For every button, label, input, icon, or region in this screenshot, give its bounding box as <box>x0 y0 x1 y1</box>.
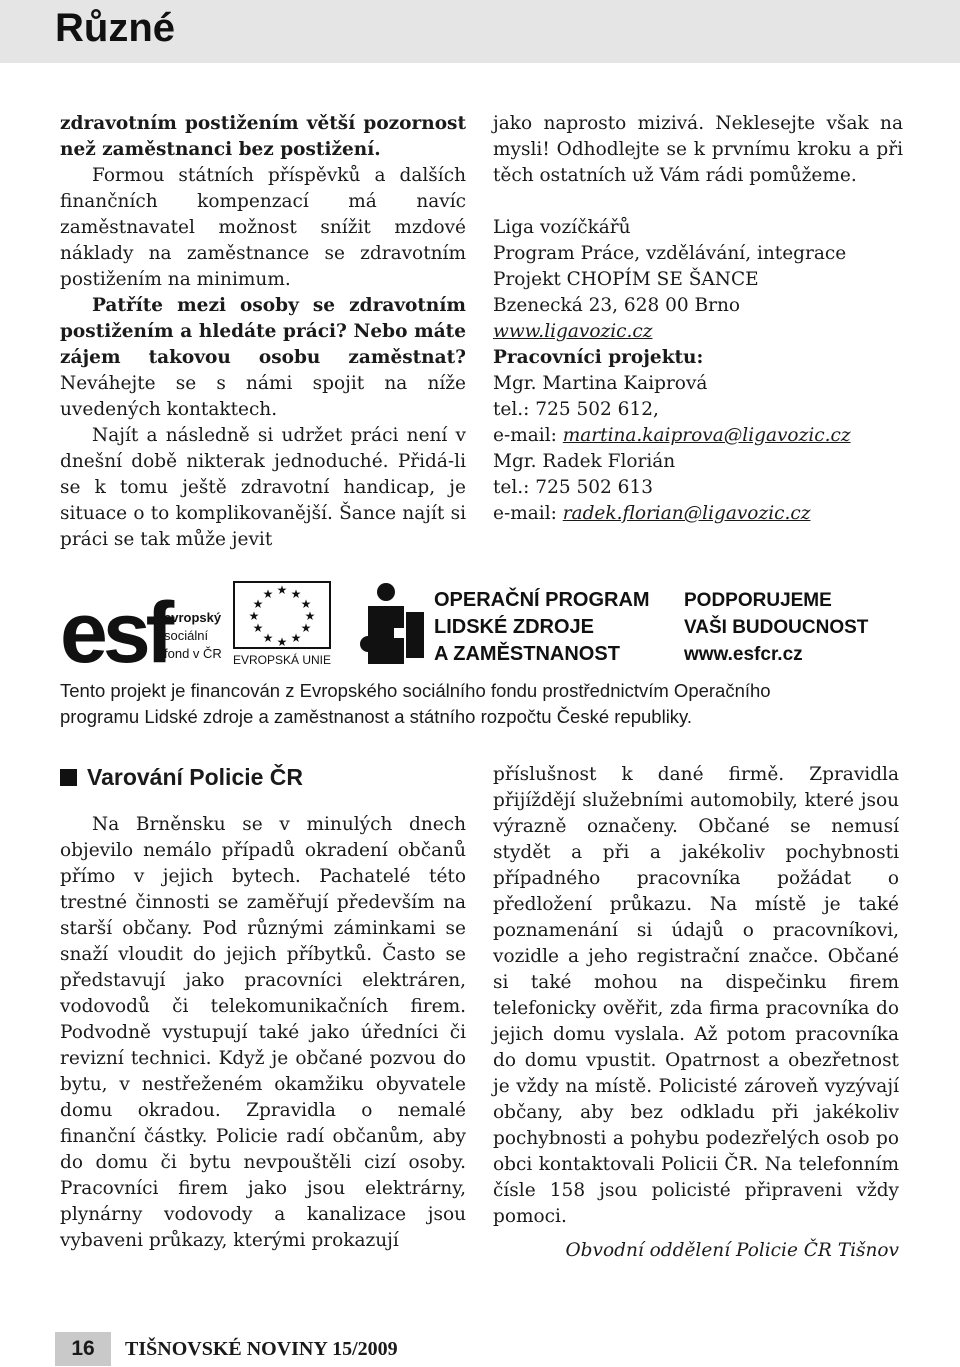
svg-text:★: ★ <box>290 631 302 645</box>
svg-text:★: ★ <box>252 621 264 635</box>
email-label: e-mail: <box>493 503 563 524</box>
support-line-3: www.esfcr.cz <box>684 644 803 665</box>
article1-paragraph-5: jako naprosto mizivá. Neklesejte však na mysli! Odhodlejte se k prvnímu kroku a při těch ostatních už Vám rádi pomůžeme. <box>493 113 903 186</box>
support-logo-text <box>683 590 869 665</box>
esf-logo-text-1: evropský <box>164 610 222 625</box>
op-line-2: LIDSKÉ ZDROJE <box>434 616 595 638</box>
contact-person2-name: Mgr. Radek Florián <box>493 451 676 472</box>
svg-text:★: ★ <box>262 587 274 601</box>
publication-name: TIŠNOVSKÉ NOVINY 15/2009 <box>125 1338 398 1360</box>
esf-logo-text-3: fond v ČR <box>164 646 222 661</box>
article1-question: Patříte mezi osoby se zdravotním postižením a hledáte práci? Nebo máte zájem takovou osobu zaměstnat? <box>60 295 466 368</box>
funding-note <box>60 678 910 730</box>
esf-logo-text-2: sociální <box>164 628 209 643</box>
support-line-1: PODPORUJEME <box>684 590 832 611</box>
article2-column-right <box>493 762 899 1264</box>
svg-text:★: ★ <box>248 609 260 623</box>
contact-project: Projekt CHOPÍM SE ŠANCE <box>493 269 759 290</box>
esf-logo-letters: esf <box>60 585 170 668</box>
article2-heading <box>60 762 466 792</box>
contact-workers-label: Pracovníci projektu: <box>493 347 704 368</box>
article1-paragraph-2: Formou státních příspěvků a dalších finančních kompenzací má navíc zaměstnavatel možnost snížit mzdové náklady na zaměstnance se zdravotním postižením na minimum. <box>60 165 466 290</box>
contact-address: Bzenecká 23, 628 00 Brno <box>493 295 741 316</box>
article1-call-to-action: Neváhejte se s námi spojit na níže uvedených kontaktech. <box>60 373 466 420</box>
article1-column-left <box>60 111 466 553</box>
article2-title: Varování Policie ČR <box>87 764 304 790</box>
eu-logo-label: EVROPSKÁ UNIE <box>232 653 332 667</box>
contact-person1-name: Mgr. Martina Kaiprová <box>493 373 708 394</box>
contact-person2-email-link[interactable]: radek.florian@ligavozic.cz <box>562 503 811 524</box>
article2-paragraph-2: příslušnost k dané firmě. Zpravidla přijíždějí služebními automobily, které jsou výrazně označeny. Občané se nemusí stydět a při a jakékoliv pochybnosti případného pracovníka požádat o předložení průkazu. Na místě je také poznamenání si údajů o pracovníkovi, vozidle a jeho registrační značce. Občané si také mohou na dispečinku firem telefonicky ověřit, zda firma pracovníka do jejich domu vyslala. Až potom pracovníka do domu vpustit. Opatrnost a obezřetnost je vždy na místě. Policisté zároveň vyzývají občany, aby bez odkladu při jakékoliv pochybnosti a pohybu podezřelých osob po obci kontaktovali Policii ČR. Na telefonním čísle 158 jsou policisté připraveni vždy pomoci. <box>493 764 899 1227</box>
article1-paragraph-4: Najít a následně si udržet práci není v dnešní době nikterak jednoduché. Přidá-li se k tomu ještě zdravotní handicap, je situace o to komplikovanější. Šance najít si práci se tak může jevit <box>60 425 466 550</box>
logo-strip <box>60 578 900 668</box>
page-number: 16 <box>55 1332 111 1366</box>
support-line-2: VAŠI BUDOUCNOST <box>684 617 869 638</box>
svg-text:★: ★ <box>300 597 312 611</box>
contact-block <box>493 215 903 527</box>
article1-column-right <box>493 111 903 527</box>
svg-text:★: ★ <box>252 597 264 611</box>
svg-text:★: ★ <box>290 587 302 601</box>
contact-person1-tel: tel.: 725 502 612, <box>493 399 659 420</box>
contact-person1-email <box>493 423 903 449</box>
article1-paragraph-1: zdravotním postižením větší pozornost než zaměstnanci bez postižení. <box>60 113 466 160</box>
contact-person2-tel: tel.: 725 502 613 <box>493 477 653 498</box>
article2-signature: Obvodní oddělení Policie ČR Tišnov <box>565 1240 899 1261</box>
article1-paragraph-3 <box>60 293 466 423</box>
esf-logo <box>60 585 222 668</box>
contact-organization: Liga vozíčkářů <box>493 217 631 238</box>
svg-text:★: ★ <box>300 621 312 635</box>
eu-flag-logo <box>233 582 331 667</box>
eu-stars-icon <box>249 583 316 649</box>
funding-note-line-2: programu Lidské zdroje a zaměstnanost a státního rozpočtu České republiky. <box>60 706 693 727</box>
section-header <box>0 0 960 63</box>
page-footer <box>55 1332 475 1366</box>
contact-program: Program Práce, vzdělávání, integrace <box>493 243 847 264</box>
bullet-square-icon <box>60 769 77 786</box>
op-line-3: A ZAMĚSTNANOST <box>434 643 620 665</box>
contact-person2-email <box>493 501 903 527</box>
article2-column-left <box>60 762 466 1254</box>
op-logo-text <box>434 587 650 665</box>
op-line-1: OPERAČNÍ PROGRAM <box>434 589 650 611</box>
svg-text:★: ★ <box>276 635 288 649</box>
section-title: Různé <box>55 6 175 50</box>
funding-note-line-1: Tento projekt je financován z Evropského sociálního fondu prostřednictvím Operačního <box>60 680 771 701</box>
article2-paragraph-1: Na Brněnsku se v minulých dnech objevilo nemálo případů okradení občanů přímo v jejich bytech. Pachatelé této trestné činnosti se zaměřují především na starší občany. Pod různými záminkami se snaží vloudit do jejich příbytků. Často se představují jako pracovníci elektráren, vodovodů či telekomunikačních firem. Podvodně vystupují také jako úředníci či revizní technici. Když je občané pozvou do bytu, v nestřeženém okamžiku obyvatele domu okradou. Zpravidla o nemalé finanční částky. Policie radí občanům, aby do domu či bytu nevpouštěli cizí osoby. Pracovníci firem jako jsou elektrárny, plynárny vodovody a kanalizace jsou vybaveni průkazy, kterými prokazují <box>60 814 466 1251</box>
puzzle-person-icon <box>360 583 424 664</box>
contact-person1-email-link[interactable]: martina.kaiprova@ligavozic.cz <box>562 425 851 446</box>
contact-website-link[interactable]: www.ligavozic.cz <box>493 321 653 342</box>
svg-text:★: ★ <box>276 583 288 597</box>
svg-text:★: ★ <box>262 631 274 645</box>
svg-text:★: ★ <box>304 609 316 623</box>
email-label: e-mail: <box>493 425 563 446</box>
